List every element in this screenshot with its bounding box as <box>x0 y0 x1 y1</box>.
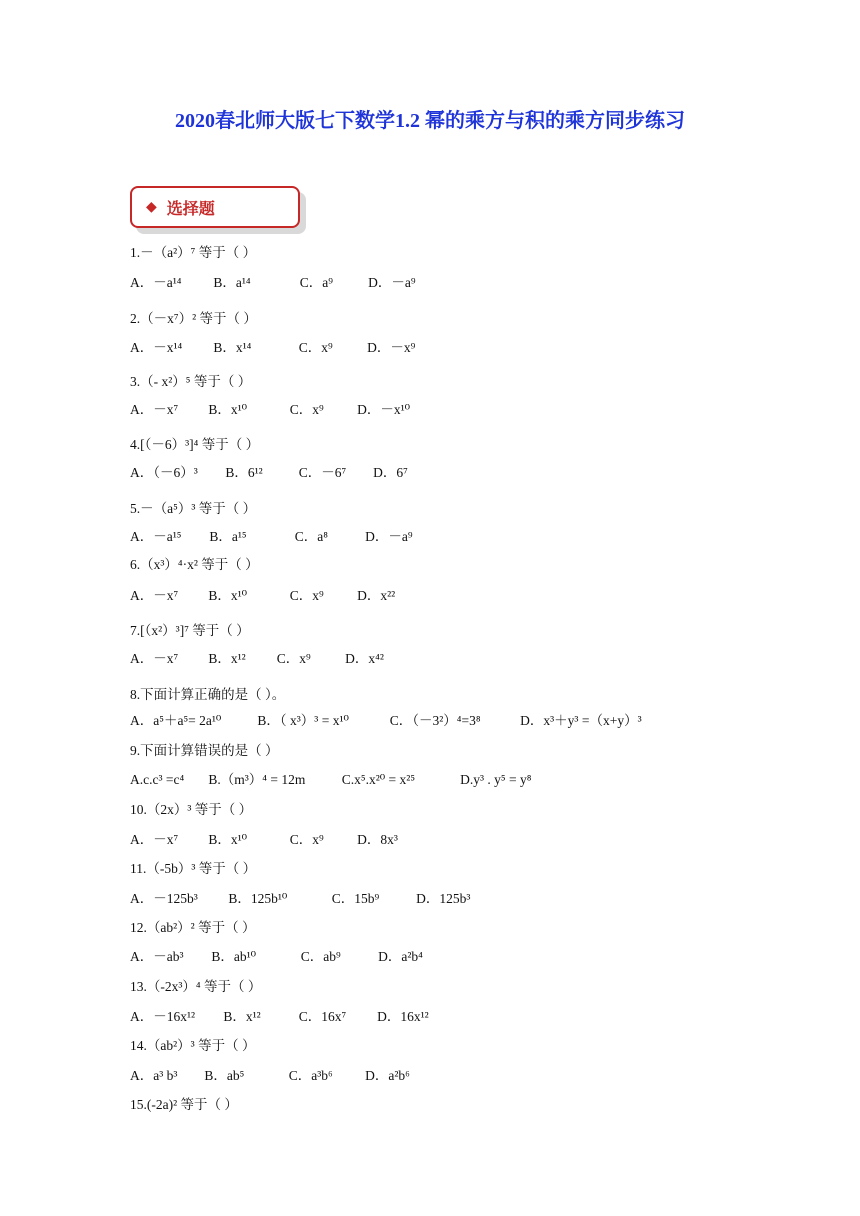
option-d: D．16x¹² <box>377 1009 429 1024</box>
option-a: A．－a¹⁴ <box>130 275 182 290</box>
option-c: C．a⁹ <box>299 275 333 290</box>
question-options <box>130 1064 410 1084</box>
question-stem: 10.（2x）³ 等于（ ） <box>130 802 253 817</box>
question-options <box>130 647 384 667</box>
option-d: D．8x³ <box>357 832 398 847</box>
option-b: B．x¹⁰ <box>208 832 248 847</box>
option-d: D．－x¹⁰ <box>357 402 411 417</box>
option-d: D．125b³ <box>416 891 471 906</box>
option-a: A．－x⁷ <box>130 402 179 417</box>
option-a: A．－125b³ <box>130 891 198 906</box>
question-options <box>130 398 410 418</box>
option-d: D．－a⁹ <box>365 529 413 544</box>
option-b: B．6¹² <box>225 465 263 480</box>
option-c: C．x⁹ <box>276 651 311 666</box>
option-d: D．－x⁹ <box>367 340 416 355</box>
option-d: D．a²b⁶ <box>365 1068 410 1083</box>
option-d: D.y³ . y⁵ = y⁸ <box>460 772 532 787</box>
question-options <box>130 768 531 788</box>
option-a: A．a³ b³ <box>130 1068 178 1083</box>
question-stem: 9.下面计算错误的是（ ） <box>130 743 279 758</box>
option-c: C．x⁹ <box>289 588 324 603</box>
option-a: A．（－6）³ <box>130 465 198 480</box>
option-c: C．15b⁹ <box>331 891 380 906</box>
option-a: A．－a¹⁵ <box>130 529 182 544</box>
option-a: A.c.c³ =c⁴ <box>130 772 185 787</box>
option-c: C．－6⁷ <box>298 465 347 480</box>
option-d: D．－a⁹ <box>368 275 416 290</box>
option-b: B．ab⁵ <box>204 1068 245 1083</box>
question-options <box>130 709 642 729</box>
option-c: C．x⁹ <box>289 402 324 417</box>
question-options <box>130 336 415 356</box>
option-c: C．（－3²）⁴=3⁸ <box>389 713 481 728</box>
diamond-icon: ◆ <box>146 199 157 215</box>
question-options <box>130 887 470 907</box>
option-c: C．a³b⁶ <box>288 1068 333 1083</box>
question-stem: 6.（x³）⁴·x² 等于（ ） <box>130 557 259 572</box>
question-stem: 14.（ab²）³ 等于（ ） <box>130 1038 256 1053</box>
option-a: A．－x⁷ <box>130 832 179 847</box>
option-b: B.（m³）⁴ = 12m <box>208 772 306 787</box>
option-b: B．x¹² <box>223 1009 261 1024</box>
option-c: C.x⁵.x²⁰ = x²⁵ <box>341 772 416 787</box>
option-a: A．－ab³ <box>130 949 184 964</box>
option-b: B．a¹⁵ <box>209 529 247 544</box>
question-options <box>130 1005 429 1025</box>
option-d: D．x²² <box>357 588 396 603</box>
question-options <box>130 828 398 848</box>
section-header <box>130 186 300 228</box>
page-title: 2020春北师大版七下数学1.2 幂的乘方与积的乘方同步练习 <box>175 110 685 132</box>
question-stem: 5.－（a⁵）³ 等于（ ） <box>130 501 257 516</box>
option-b: B．x¹⁰ <box>208 402 248 417</box>
option-a: A．－x⁷ <box>130 651 179 666</box>
question-stem: 3.（- x²）⁵ 等于（ ） <box>130 374 252 389</box>
question-options <box>130 525 413 545</box>
option-c: C．x⁹ <box>298 340 333 355</box>
option-d: D．6⁷ <box>373 465 408 480</box>
option-b: B．ab¹⁰ <box>211 949 257 964</box>
option-c: C．ab⁹ <box>300 949 341 964</box>
question-stem: 8.下面计算正确的是（ ）。 <box>130 687 286 702</box>
option-b: B．a¹⁴ <box>213 275 251 290</box>
option-a: A．－16x¹² <box>130 1009 196 1024</box>
option-c: C．16x⁷ <box>298 1009 347 1024</box>
question-stem: 4.[（－6）³]⁴ 等于（ ） <box>130 437 260 452</box>
option-d: D．x³＋y³ =（x+y）³ <box>520 713 642 728</box>
question-stem: 1.－（a²）⁷ 等于（ ） <box>130 245 257 260</box>
question-stem: 12.（ab²）² 等于（ ） <box>130 920 256 935</box>
question-stem: 11.（-5b）³ 等于（ ） <box>130 861 257 876</box>
question-stem: 13.（-2x³）⁴ 等于（ ） <box>130 979 262 994</box>
option-d: D．x⁴² <box>345 651 384 666</box>
section-label: 选择题 <box>166 200 215 218</box>
question-options <box>130 945 423 965</box>
question-options <box>130 271 416 291</box>
option-a: A．－x¹⁴ <box>130 340 183 355</box>
option-d: D．a²b⁴ <box>378 949 423 964</box>
option-a: A．－x⁷ <box>130 588 179 603</box>
option-b: B．x¹² <box>208 651 246 666</box>
question-stem: 7.[（x²）³]⁷ 等于（ ） <box>130 623 250 638</box>
question-stem: 2.（－x⁷）² 等于（ ） <box>130 311 257 326</box>
question-stem: 15.(-2a)² 等于（ ） <box>130 1097 238 1112</box>
question-options <box>130 461 408 481</box>
option-b: B．x¹⁴ <box>213 340 252 355</box>
option-b: B．x¹⁰ <box>208 588 248 603</box>
option-b: B．125b¹⁰ <box>228 891 288 906</box>
option-a: A．a⁵＋a⁵= 2a¹⁰ <box>130 713 222 728</box>
option-c: C．a⁸ <box>294 529 328 544</box>
option-b: B．（ x³）³ = x¹⁰ <box>257 713 349 728</box>
option-c: C．x⁹ <box>289 832 324 847</box>
question-options <box>130 584 395 604</box>
